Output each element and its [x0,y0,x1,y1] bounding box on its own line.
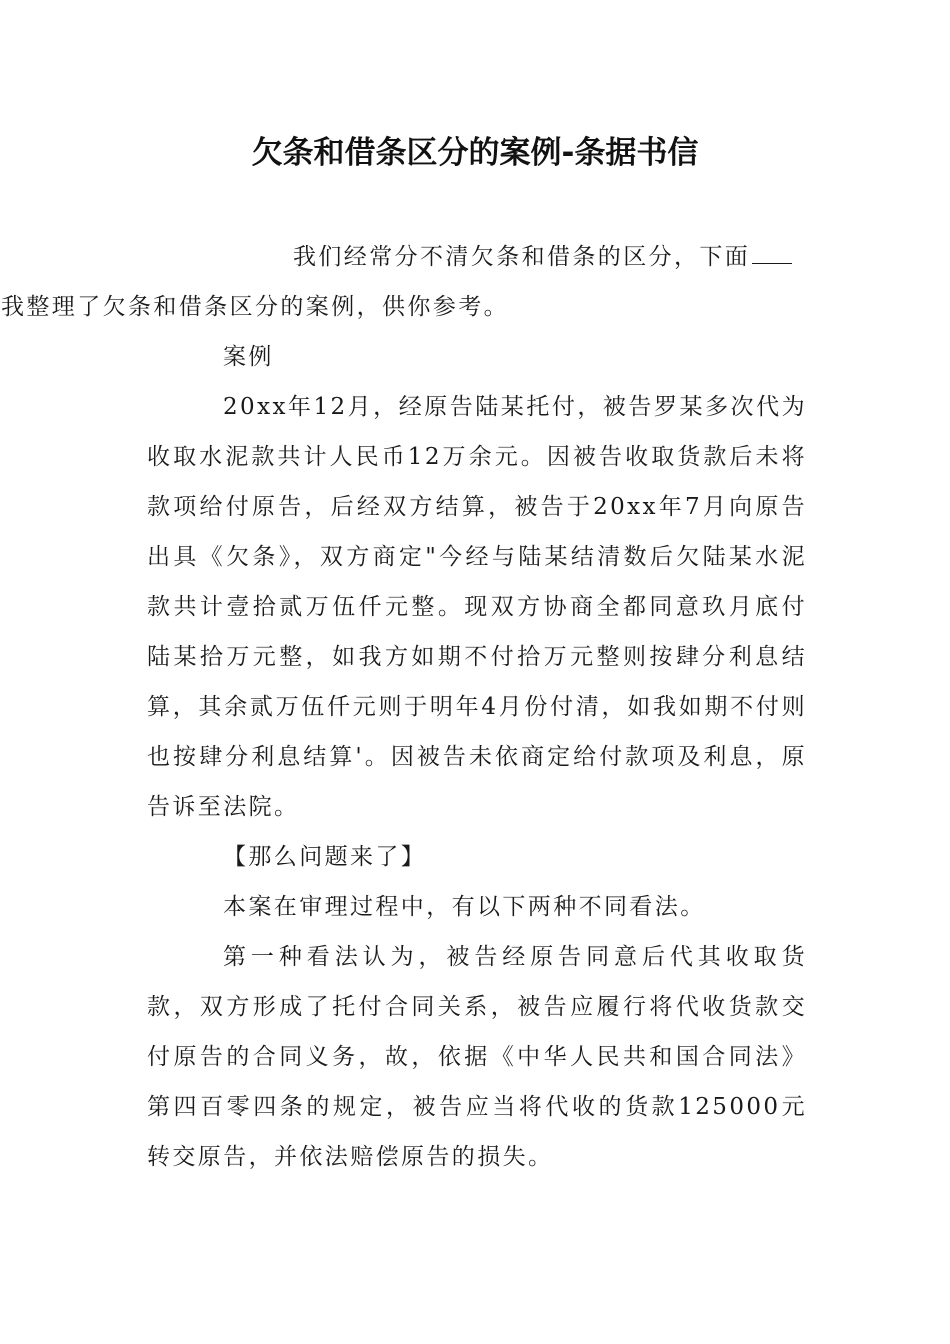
intro-text-line1: 我们经常分不清欠条和借条的区分，下面 [293,244,751,270]
first-view-paragraph: 第一种看法认为，被告经原告同意后代其收取货款，双方形成了托付合同关系，被告应履行将代收货款交付原告的合同义务，故，依据《中华人民共和国合同法》第四百零四条的规定，被告应当将代收的货款125000元转交原告，并依法赔偿原告的损失。 [147,944,807,1170]
case-paragraph: 20xx年12月，经原告陆某托付，被告罗某多次代为收取水泥款共计人民币12万余元。因被告收取货款后未将款项给付原告，后经双方结算，被告于20xx年7月向原告出具《欠条》，双方商定"今经与陆某结清数后欠陆某水泥款共计壹拾贰万伍仟元整。现双方协商全都同意玖月底付陆某拾万元整，如我方如期不付拾万元整则按肆分利息结算，其余贰万伍仟元则于明年4月份付清，如我如期不付则也按肆分利息结算'。因被告未依商定给付款项及利息，原告诉至法院。 [147,394,807,820]
intro-text-line2: 我整理了欠条和借条区分的案例，供你参考。 [1,294,509,320]
question-heading: 【那么问题来了】 [223,844,427,870]
document-title: 欠条和借条区分的案例-条据书信 [251,135,699,171]
document-body [1,232,807,1182]
section-heading-case: 案例 [223,344,274,370]
blank-underline [752,243,792,264]
intro-paragraph [1,232,807,332]
views-intro-paragraph: 本案在审理过程中，有以下两种不同看法。 [223,894,706,920]
